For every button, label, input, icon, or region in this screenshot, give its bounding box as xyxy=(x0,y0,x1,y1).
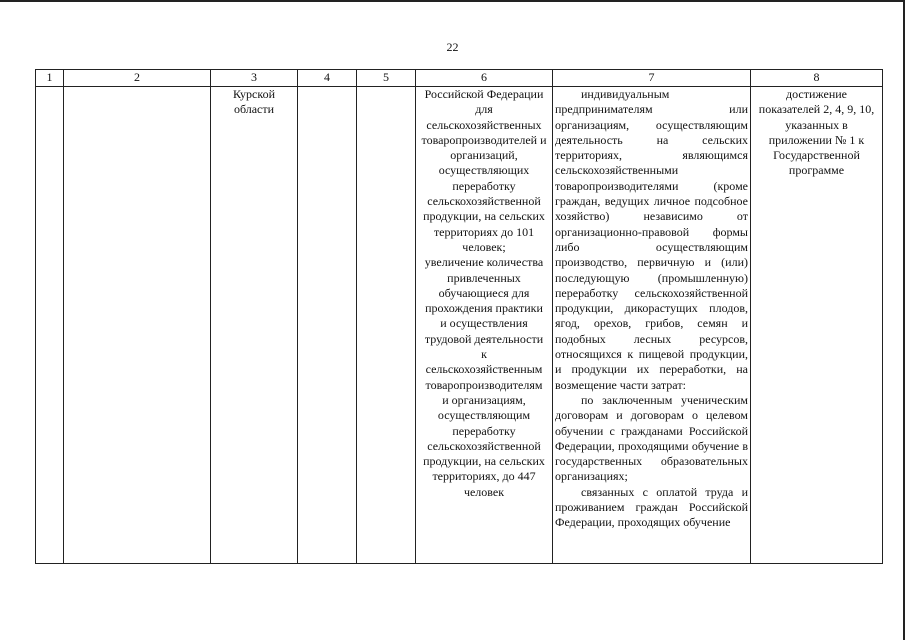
region-line: Курской xyxy=(232,87,276,101)
subsidy-paragraph: индивидуальным предпринимателям или организациям, осуществляющим деятельность на сельских территориях, являющимся сельскохозяйственными товаропроизводителями (кроме граждан, ведущих личное подсобное хозяйство) независимо от организационно-правовой формы либо осуществляющим производство, первичную и (или) последующую (промышленную) переработку сельскохозяйственной продукции, дикорастущих плодов, ягод, орехов, грибов, семян и подобных лесных ресурсов, относящихся к пищевой продукции, и продукции их переработки, на возмещение части затрат: xyxy=(555,87,748,392)
indicators-line: указанных в xyxy=(785,117,848,132)
column-header-7: 7 xyxy=(553,70,751,87)
results-line: сельскохозяйственным xyxy=(425,362,543,377)
results-line: трудовой деятельности xyxy=(424,331,544,346)
page-number: 22 xyxy=(446,40,459,54)
column-header-1: 1 xyxy=(36,70,64,87)
results-line: товаропроизводителей и xyxy=(421,132,547,147)
cell-region xyxy=(211,87,298,564)
cell-col4 xyxy=(298,87,357,564)
column-header-3: 3 xyxy=(211,70,298,87)
results-line: продукции, на сельских xyxy=(423,209,545,224)
cell-col1 xyxy=(36,87,64,564)
column-number-row xyxy=(36,70,883,87)
results-line: организаций, xyxy=(450,148,518,163)
cell-col5 xyxy=(357,87,416,564)
column-header-2: 2 xyxy=(64,70,211,87)
results-line: сельскохозяйственной xyxy=(427,194,541,209)
cell-col2 xyxy=(64,87,211,564)
subsidy-paragraph: по заключенным ученическим договорам и договорам о целевом обучении с гражданами Российской Федерации, проходящими обучение в государственных образовательных организациях; xyxy=(555,392,748,484)
results-line: переработку xyxy=(452,423,516,438)
region-line: области xyxy=(233,102,275,117)
scan-border-top xyxy=(0,0,905,2)
indicators-line: программе xyxy=(788,163,845,178)
table-row xyxy=(36,87,883,564)
results-line: территориях, до 447 xyxy=(432,469,536,484)
results-line: товаропроизводителям xyxy=(425,377,543,392)
results-line: сельскохозяйственных xyxy=(426,117,542,132)
results-line: и осуществления xyxy=(440,316,528,331)
results-line: обучающиеся для xyxy=(438,285,530,300)
indicators-line: показателей 2, 4, 9, 10, xyxy=(758,102,875,117)
indicators-line: Государственной xyxy=(773,148,860,163)
subsidy-paragraph: связанных с оплатой труда и проживанием граждан Российской Федерации, проходящих обучение xyxy=(555,484,748,530)
results-line: увеличение количества xyxy=(424,255,544,270)
results-line: Российской Федерации xyxy=(424,87,544,101)
results-line: человек; xyxy=(462,239,506,254)
column-header-4: 4 xyxy=(298,70,357,87)
results-line: и организациям, xyxy=(442,392,526,407)
results-line: человек xyxy=(463,484,505,499)
results-line: прохождения практики xyxy=(425,301,543,316)
column-header-6: 6 xyxy=(416,70,553,87)
results-line: сельскохозяйственной xyxy=(427,438,541,453)
results-line: привлеченных xyxy=(447,270,521,285)
results-line: осуществляющих xyxy=(438,163,530,178)
results-line: осуществляющим xyxy=(437,408,531,423)
results-line: переработку xyxy=(452,178,516,193)
results-line: к xyxy=(481,347,487,362)
indicators-line: приложении № 1 к xyxy=(768,132,865,147)
results-line: территориях до 101 xyxy=(433,224,535,239)
indicators-line: достижение xyxy=(785,87,848,101)
cell-results xyxy=(416,87,553,564)
column-header-8: 8 xyxy=(751,70,883,87)
cell-indicators xyxy=(751,87,883,564)
column-header-5: 5 xyxy=(357,70,416,87)
program-table xyxy=(35,69,883,564)
cell-subsidy-description xyxy=(553,87,751,564)
results-line: для xyxy=(475,102,493,117)
results-line: продукции, на сельских xyxy=(423,454,545,469)
